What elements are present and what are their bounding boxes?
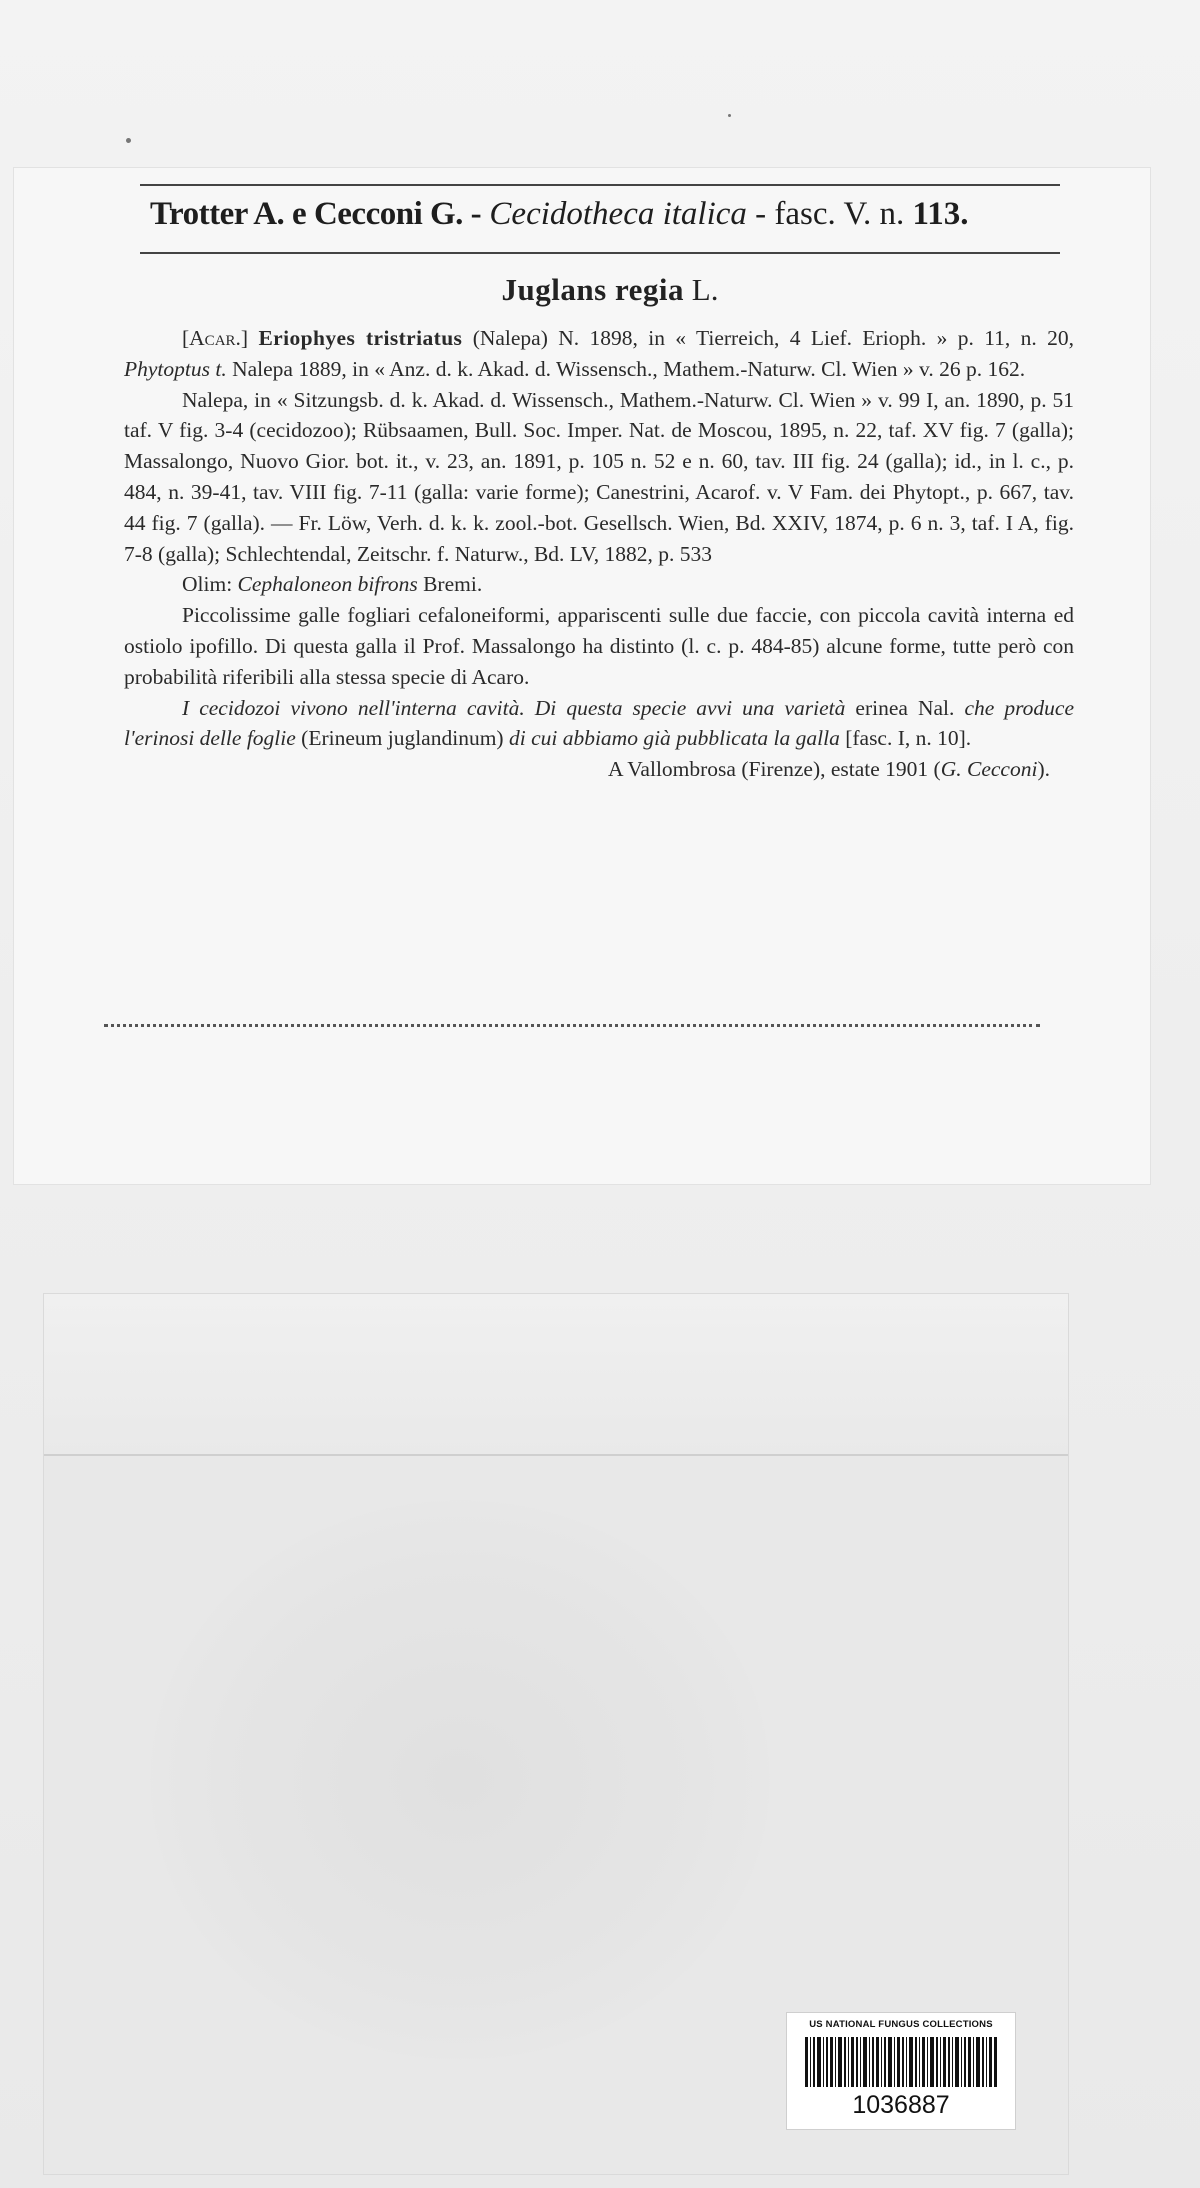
old-name-author: Bremi.	[423, 572, 483, 597]
paragraph-5-erineum: (Erineum juglandinum)	[301, 726, 504, 751]
paragraph-2: Nalepa, in « Sitzungsb. d. k. Akad. d. Wissensch., Mathem.-Naturw. Cl. Wien » v. 99 I, an. 1890, p. 51 taf. V fig. 3-4 (cecidozoo); Rübsaamen, Bull. Soc. Imper. Nat. de Moscou, 1895, n. 22, taf. XV fig. 7 (galla); Massalongo, Nuovo Gior. bot. it., v. 23, an. 1891, p. 105 n. 52 e n. 60, tav. III fig. 24 (galla); id., in l. c., p. 484, n. 39-41, tav. VIII fig. 7-11 (galla: varie forme); Canestrini, Acarof. v. V Fam. dei Phytopt., p. 667, tav. 44 fig. 7 (galla). — Fr. Löw, Verh. d. k. k. zool.-bot. Gesellsch. Wien, Bd. XXIV, 1874, p. 6 n. 3, taf. I A, fig. 7-8 (galla); Schlechtendal, Zeitschr. f. Naturw., Bd. LV, 1882, p. 533	[124, 387, 1074, 566]
paragraph-1-text-2: Nalepa 1889, in « Anz. d. k. Akad. d. Wissensch., Mathem.-Naturw. Cl. Wien » v. 26 p. 162.	[232, 356, 1026, 381]
header-authors: Trotter A. e Cecconi G. -	[150, 196, 482, 232]
header-top-rule	[140, 184, 1060, 186]
collection-locality	[124, 754, 1074, 785]
host-species	[150, 272, 1070, 308]
paragraph-4: Piccolissime galle fogliari cefaloneiformi, appariscenti sulle due faccie, con piccola cavità interna ed ostiolo ipofillo. Di questa galla il Prof. Massalongo ha distinto (l. c. p. 484-85) alcune forme, tutte però con probabilità riferibili alla stessa specie di Acaro.	[124, 603, 1074, 689]
locality-end: ).	[1037, 757, 1050, 782]
paragraph-5-ref: [fasc. I, n. 10].	[845, 726, 972, 751]
dust-speck	[728, 114, 731, 117]
dotted-divider	[104, 1024, 1040, 1027]
label-header	[150, 196, 1070, 244]
barcode-icon	[805, 2037, 997, 2087]
label-body	[124, 323, 1074, 785]
envelope-stain	[150, 1500, 770, 2060]
paragraph-5-italic-c: di cui abbiamo già pubblicata la galla	[508, 726, 840, 751]
species-name: Juglans regia	[501, 272, 685, 307]
gall-maker-name: Eriophyes tristriatus	[258, 326, 463, 350]
header-number: 113.	[912, 196, 969, 232]
paragraph-1	[124, 323, 1074, 385]
paragraph-3	[124, 569, 1074, 600]
old-name: Cephaloneon bifrons	[237, 572, 418, 597]
dust-speck	[126, 138, 131, 143]
paragraph-5	[124, 693, 1074, 755]
envelope-flap	[44, 1294, 1068, 1456]
collector-name: G. Cecconi	[940, 757, 1038, 782]
synonym-name: Phytoptus t.	[124, 356, 227, 381]
locality-text: A Vallombrosa (Firenze), estate 1901 (	[607, 757, 941, 782]
paragraph-5-variety: erinea Nal.	[855, 695, 955, 720]
barcode-institution: US NATIONAL FUNGUS COLLECTIONS	[809, 2019, 993, 2030]
olim-label: Olim:	[182, 572, 233, 597]
paragraph-5-italic-a: I cecidozoi vivono nell'interna cavità. Di questa specie avvi una varietà	[182, 695, 846, 720]
barcode-number: 1036887	[852, 2091, 950, 2119]
taxon-group: [Acar.]	[182, 326, 249, 350]
header-fascicle: - fasc. V. n.	[755, 196, 905, 232]
paragraph-5-italic-b: che produce l'erinosi delle foglie	[124, 695, 1075, 751]
header-series: Cecidotheca italica	[489, 196, 747, 232]
barcode-label	[786, 2012, 1016, 2130]
species-author: L.	[691, 272, 719, 307]
paragraph-1-text: (Nalepa) N. 1898, in « Tierreich, 4 Lief. Erioph. » p. 11, n. 20,	[472, 326, 1075, 350]
header-bottom-rule	[140, 252, 1060, 254]
